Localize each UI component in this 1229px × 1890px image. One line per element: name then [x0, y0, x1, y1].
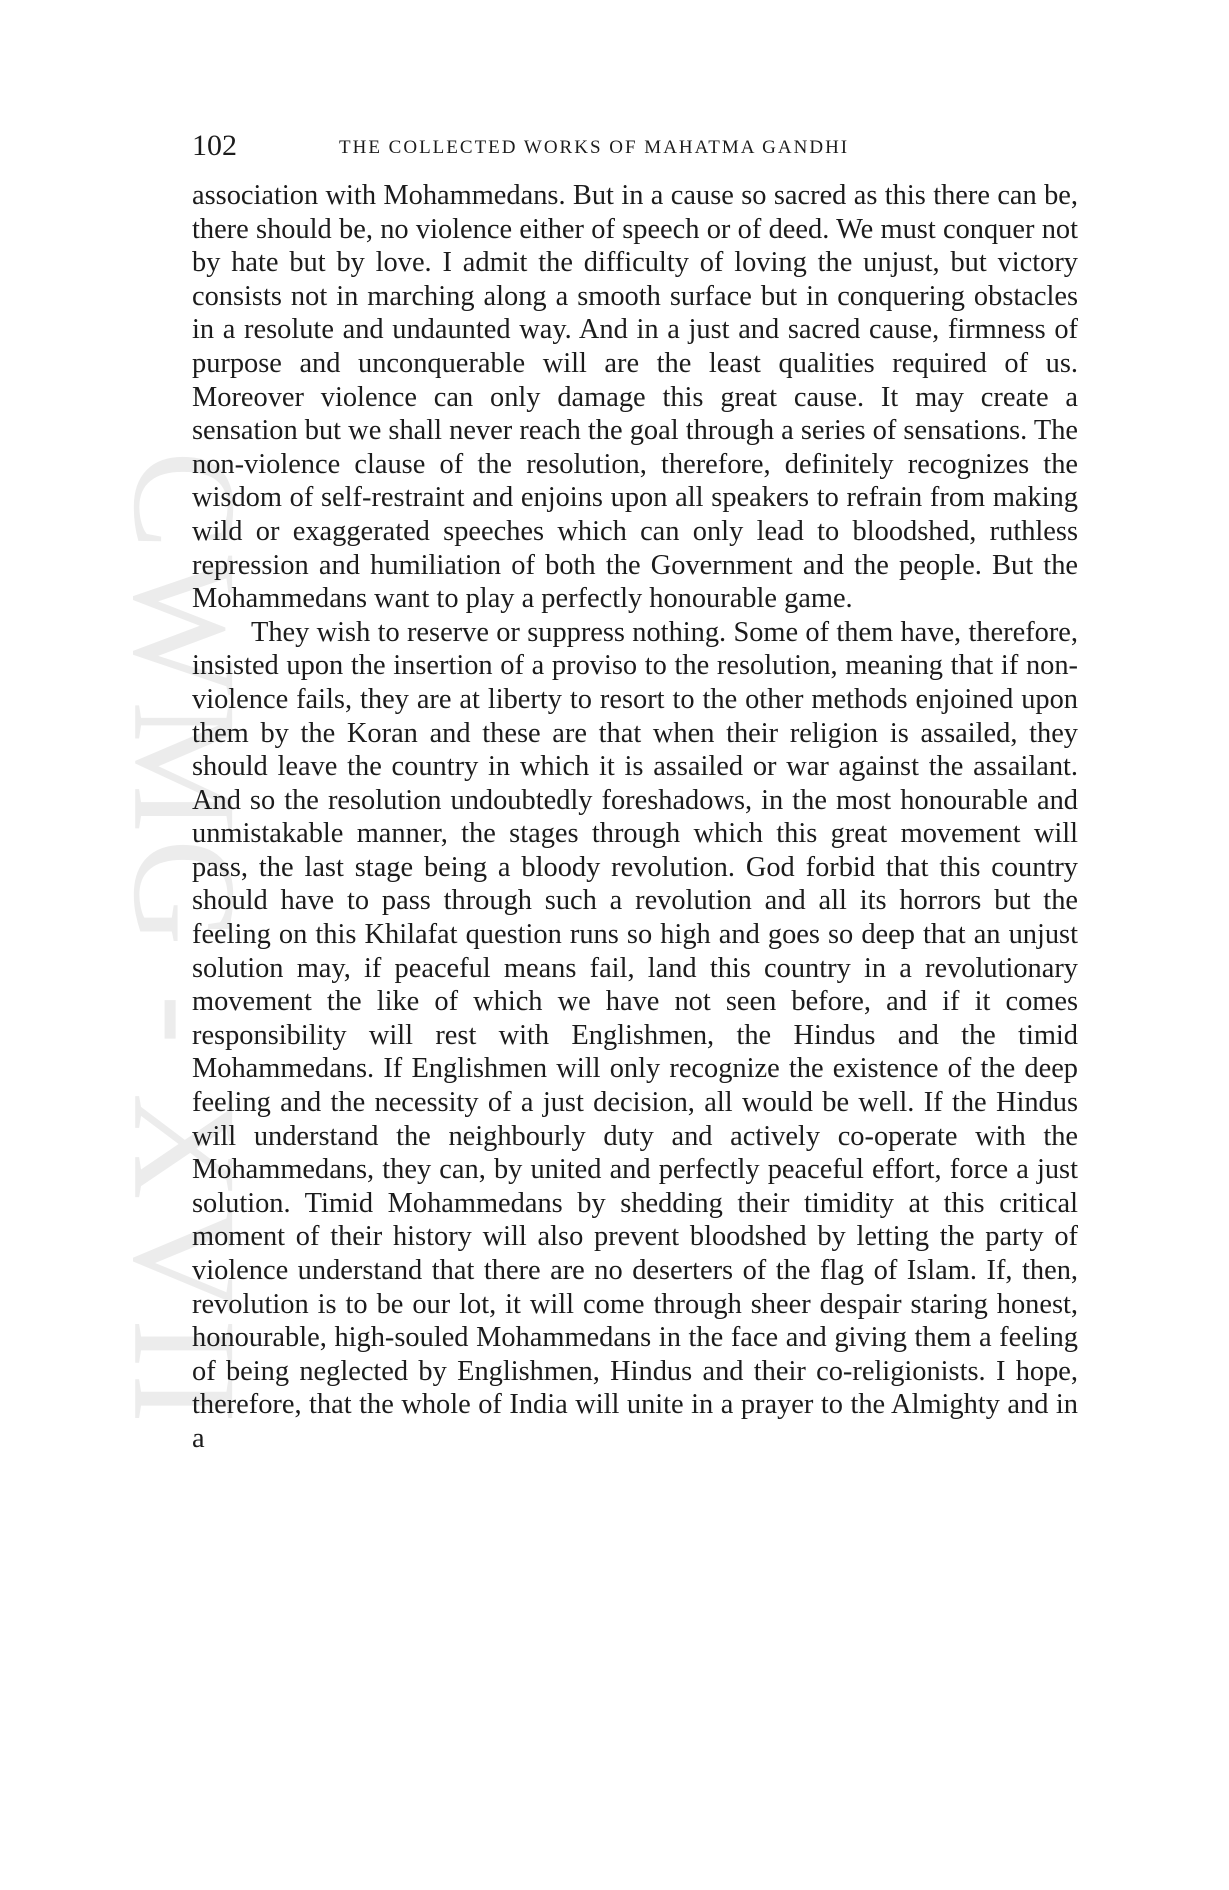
- running-head: THE COLLECTED WORKS OF MAHATMA GANDHI: [339, 137, 850, 158]
- page-number: 102: [192, 129, 237, 162]
- watermark-text: CWMG - XVII: [102, 450, 266, 1430]
- paragraph-2: They wish to reserve or suppress nothing. Some of them have, therefore, insisted upon the insertion of a proviso to the resolution, meaning that if non-violence fails, they are at liberty to resort to the other methods enjoined upon them by the Koran and these are that when their religion is assailed, they should leave the country in which it is assailed or war against the assailant. And so the resolution undoubtedly foreshadows, in the most honourable and unmistakable manner, the stages through which this great movement will pass, the last stage being a bloody revolution. God forbid that this country should have to pass through such a revolution and all its horrors but the feeling on this Khilafat question runs so high and goes so deep that an unjust solution may, if peaceful means fail, land this country in a revolutionary movement the like of which we have not seen before, and if it comes responsibility will rest with Englishmen, the Hindus and the timid Mohammedans. If Englishmen will only recognize the existence of the deep feeling and the necessity of a just decision, all would be well. If the Hindus will understand the neighbourly duty and actively co-operate with the Mohammedans, they can, by united and perfectly peaceful effort, force a just solution. Timid Mohammedans by shedding their timidity at this critical moment of their history will also prevent bloodshed by letting the party of violence understand that there are no deserters of the flag of Islam. If, then, revolution is to be our lot, it will come through sheer despair staring honest, honourable, high-souled Mohammedans in the face and giving them a feeling of being neglected by Englishmen, Hindus and their co-religionists. I hope, therefore, that the whole of India will unite in a prayer to the Almighty and in a: [192, 616, 1078, 1454]
- page-header: [192, 128, 1078, 168]
- body-text: [192, 179, 1078, 1456]
- paragraph-1: association with Mohammedans. But in a cause so sacred as this there can be, there should be, no violence either of speech or of deed. We must conquer not by hate but by love. I admit the difficulty of loving the unjust, but victory consists not in marching along a smooth surface but in conquering obstacles in a resolute and undaunted way. And in a just and sacred cause, firmness of purpose and unconquerable will are the least qualities required of us. Moreover violence can only damage this great cause. It may create a sensation but we shall never reach the goal through a series of sensations. The non-violence clause of the resolution, therefore, definitely recognizes the wisdom of self-restraint and enjoins upon all speakers to refrain from making wild or exaggerated speeches which can only lead to bloodshed, ruthless repression and humiliation of both the Government and the people. But the Mohammedans want to play a perfectly honourable game.: [192, 180, 1078, 615]
